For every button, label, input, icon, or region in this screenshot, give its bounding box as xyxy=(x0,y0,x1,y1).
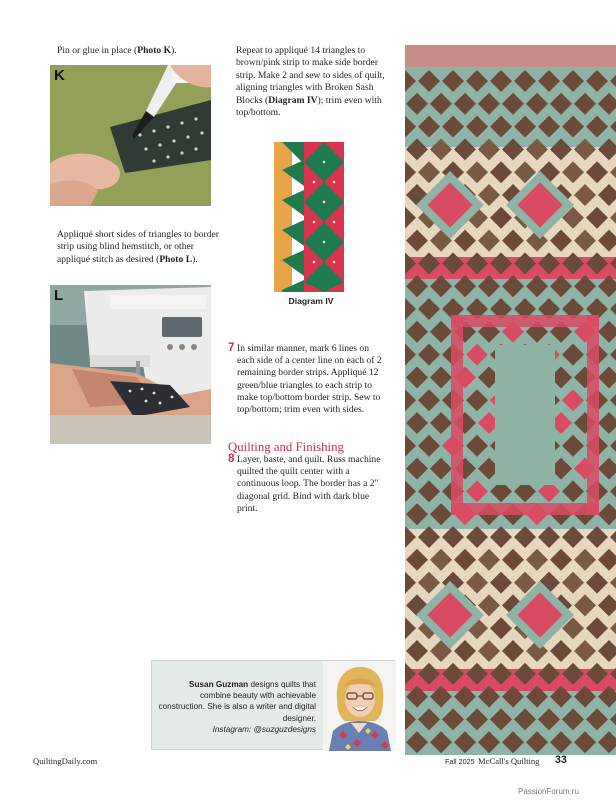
footer-issue: Fall 2025 xyxy=(445,757,475,766)
step-8 xyxy=(228,454,388,515)
photo-k xyxy=(50,65,211,206)
step-7 xyxy=(228,343,388,416)
section-heading: Quilting and Finishing xyxy=(228,440,344,454)
designer-box xyxy=(151,660,395,750)
designer-bio xyxy=(158,679,316,735)
quilt-photo xyxy=(405,45,616,755)
page-number: 33 xyxy=(555,754,567,766)
step-8-text: Layer, baste, and quilt. Russ machine quilted the quilt center with a continuous loop. The border has a 2" diagonal grid. Bind with dark blue print. xyxy=(237,454,381,514)
footer-site: QuiltingDaily.com xyxy=(33,756,98,766)
photo-k-letter: K xyxy=(54,67,65,84)
step-7-text: In similar manner, mark 6 lines on each side of a center line on each of 2 remaining border strips. Appliqué 12 green/blue triangles to each strip to make top/bottom border strip. Sew to top/bottom; trim even with sides. xyxy=(237,343,382,416)
photo-k-image xyxy=(50,65,211,206)
designer-bio-text: designs quilts that combine beauty with achievable construction. She is also a writer and digital designer. xyxy=(158,680,316,723)
step-8-number: 8 xyxy=(228,453,235,465)
designer-name: Susan Guzman xyxy=(189,680,249,689)
step-repeat-text: Repeat to appliqué 14 triangles to brown/pink strip to make side border strip. Make 2 and sew to sides of quilt, aligning triangles with Broken Sash Blocks (Diagram IV); trim even with top/bottom. xyxy=(236,45,385,119)
diagram-iv-label: Diagram IV xyxy=(288,296,334,306)
step-7-number: 7 xyxy=(228,342,235,354)
photo-l xyxy=(50,285,211,444)
photo-l-letter: L xyxy=(54,287,64,304)
footer-magazine: McCall's Quilting xyxy=(478,756,540,766)
designer-photo xyxy=(323,661,396,751)
diagram-iv xyxy=(274,142,344,292)
photo-l-image xyxy=(50,285,211,444)
photo-k-caption: Pin or glue in place (Photo K). xyxy=(57,45,177,56)
designer-instagram: Instagram: @suzguzdesigns xyxy=(212,724,316,734)
watermark: PassionForum.ru xyxy=(518,787,579,796)
photo-l-caption: Appliqué short sides of triangles to border strip using blind hemstitch, or other appliqué stitch as desired (Photo L). xyxy=(57,229,219,265)
